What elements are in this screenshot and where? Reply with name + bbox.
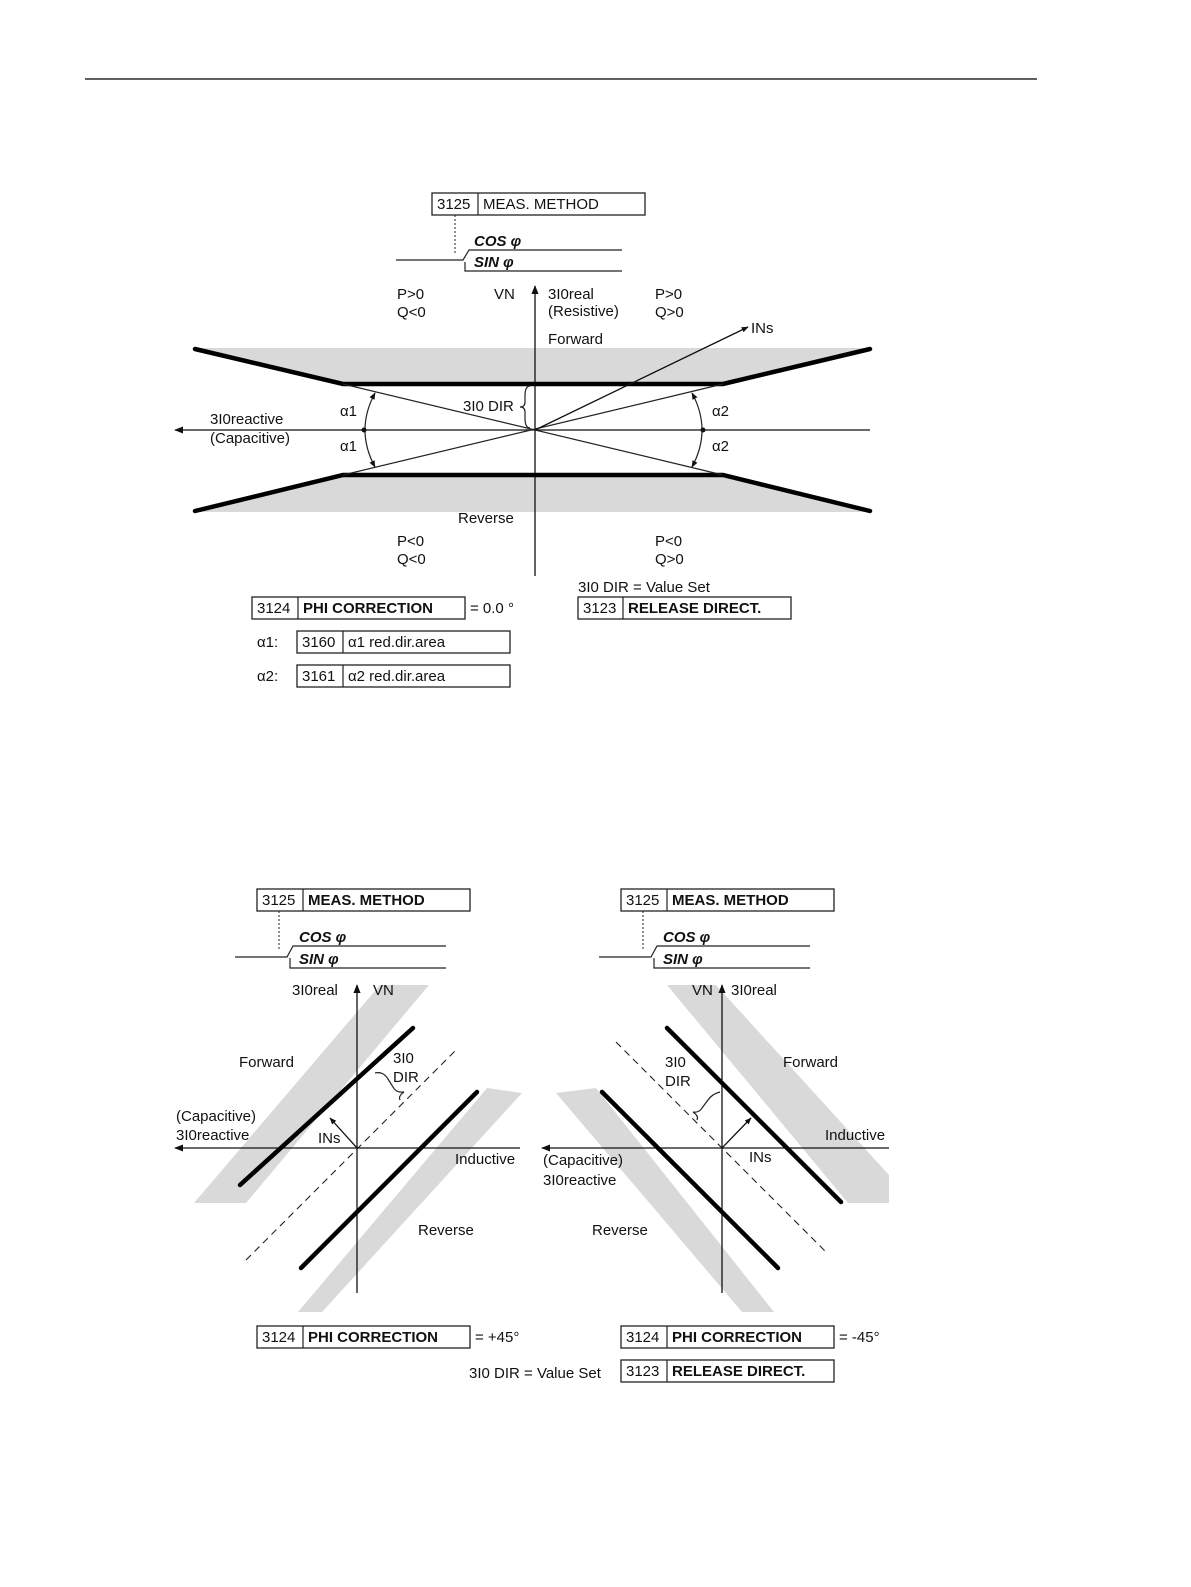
reactive-axis-label: 3I0reactive	[543, 1172, 617, 1189]
alpha2-area-label: α2 red.dir.area	[348, 668, 446, 685]
alpha2-bottom-label: α2	[712, 438, 730, 455]
release-direct-label: RELEASE DIRECT.	[628, 600, 762, 617]
alpha1-area-block	[257, 631, 510, 653]
dir-brace	[520, 386, 530, 428]
option-cos-phi: COS φ	[663, 929, 711, 946]
forward-label: Forward	[239, 1054, 295, 1071]
reactive-axis-label: 3I0reactive	[210, 411, 284, 428]
reverse-label: Reverse	[418, 1222, 474, 1239]
meas-method-label: MEAS. METHOD	[483, 196, 599, 213]
phi-correction-value: = +45°	[475, 1329, 520, 1346]
phi-correction-block	[252, 597, 514, 619]
meas-method-label: MEAS. METHOD	[308, 892, 425, 909]
phi-correction-value: = 0.0 °	[470, 600, 514, 617]
dir-label-line2: DIR	[393, 1069, 419, 1086]
phi-correction-label: PHI CORRECTION	[303, 600, 434, 617]
real-axis-label: 3I0real	[731, 982, 777, 999]
quadrant-br-p: P<0	[655, 533, 683, 550]
phi-correction-number: 3124	[262, 1329, 296, 1346]
meas-method-number: 3125	[437, 196, 471, 213]
quadrant-tl-q: Q<0	[397, 304, 426, 321]
inductive-label: Inductive	[455, 1151, 516, 1168]
alpha1-area-label: α1 red.dir.area	[348, 634, 446, 651]
alpha2-area-block	[257, 665, 510, 687]
quadrant-tl-p: P>0	[397, 286, 425, 303]
phi-correction-block	[257, 1326, 519, 1348]
dir-label: 3I0 DIR	[463, 398, 514, 415]
real-axis-label: 3I0real	[292, 982, 338, 999]
meas-method-block	[235, 889, 470, 968]
meas-method-number: 3125	[262, 892, 296, 909]
phi-correction-label: PHI CORRECTION	[308, 1329, 439, 1346]
option-sin-phi: SIN φ	[299, 951, 339, 968]
release-direct-block	[621, 1360, 834, 1382]
meas-method-block	[396, 193, 645, 271]
forward-shade-region	[667, 985, 889, 1203]
forward-shade-region	[195, 348, 870, 384]
ins-label: INs	[318, 1130, 341, 1147]
option-cos-phi: COS φ	[299, 929, 347, 946]
vn-label: VN	[692, 982, 713, 999]
resistive-label: (Resistive)	[548, 303, 619, 320]
release-direct-label: RELEASE DIRECT.	[672, 1363, 806, 1380]
diagram-2-phi-plus-45	[175, 889, 522, 1348]
quadrant-br-q: Q>0	[655, 551, 684, 568]
alpha2-prefix: α2:	[257, 668, 279, 685]
option-sin-phi: SIN φ	[474, 254, 514, 271]
phi-correction-block	[621, 1326, 880, 1348]
reverse-shade-region	[298, 1088, 522, 1312]
quadrant-tr-p: P>0	[655, 286, 683, 303]
quadrant-bl-p: P<0	[397, 533, 425, 550]
reactive-axis-label: 3I0reactive	[176, 1127, 250, 1144]
dir-brace	[693, 1092, 720, 1120]
alpha1-bottom-label: α1	[340, 438, 358, 455]
phi-correction-number: 3124	[257, 600, 291, 617]
vn-label: VN	[494, 286, 515, 303]
quadrant-bl-q: Q<0	[397, 551, 426, 568]
capacitive-label: (Capacitive)	[543, 1152, 624, 1169]
forward-label: Forward	[548, 331, 604, 348]
option-cos-phi: COS φ	[474, 233, 522, 250]
release-direct-number: 3123	[583, 600, 617, 617]
reverse-boundary-line	[301, 1092, 477, 1268]
reverse-label: Reverse	[458, 510, 514, 527]
alpha1-top-label: α1	[340, 403, 358, 420]
forward-shade-region	[194, 985, 429, 1203]
ins-label: INs	[751, 320, 774, 337]
phi-correction-label: PHI CORRECTION	[672, 1329, 803, 1346]
capacitive-label: (Capacitive)	[176, 1108, 257, 1125]
dir-label-line1: 3I0	[393, 1050, 414, 1067]
ins-vector	[722, 1118, 751, 1148]
quadrant-tr-q: Q>0	[655, 304, 684, 321]
reverse-shade-region	[195, 475, 870, 512]
reverse-shade-region	[556, 1088, 774, 1312]
release-direct-number: 3123	[626, 1363, 660, 1380]
value-set-note: 3I0 DIR = Value Set	[578, 579, 710, 596]
inductive-label: Inductive	[825, 1127, 886, 1144]
phi-correction-number: 3124	[626, 1329, 660, 1346]
reverse-label: Reverse	[592, 1222, 648, 1239]
capacitive-label: (Capacitive)	[210, 430, 291, 447]
ins-label: INs	[749, 1149, 772, 1166]
phi-correction-value: = -45°	[839, 1329, 880, 1346]
value-set-note: 3I0 DIR = Value Set	[469, 1365, 601, 1382]
meas-method-number: 3125	[626, 892, 660, 909]
alpha1-prefix: α1:	[257, 634, 279, 651]
option-sin-phi: SIN φ	[663, 951, 703, 968]
dir-label-line1: 3I0	[665, 1054, 686, 1071]
meas-method-label: MEAS. METHOD	[672, 892, 789, 909]
alpha2-area-number: 3161	[302, 668, 336, 685]
forward-label: Forward	[783, 1054, 839, 1071]
alpha1-area-number: 3160	[302, 634, 336, 651]
real-axis-label: 3I0real	[548, 286, 594, 303]
vn-label: VN	[373, 982, 394, 999]
diagram-1-cos-phi	[175, 193, 870, 687]
dir-label-line2: DIR	[665, 1073, 691, 1090]
release-direct-block	[578, 597, 791, 619]
meas-method-block	[599, 889, 834, 968]
alpha2-top-label: α2	[712, 403, 730, 420]
diagram-3-phi-minus-45	[469, 889, 889, 1382]
